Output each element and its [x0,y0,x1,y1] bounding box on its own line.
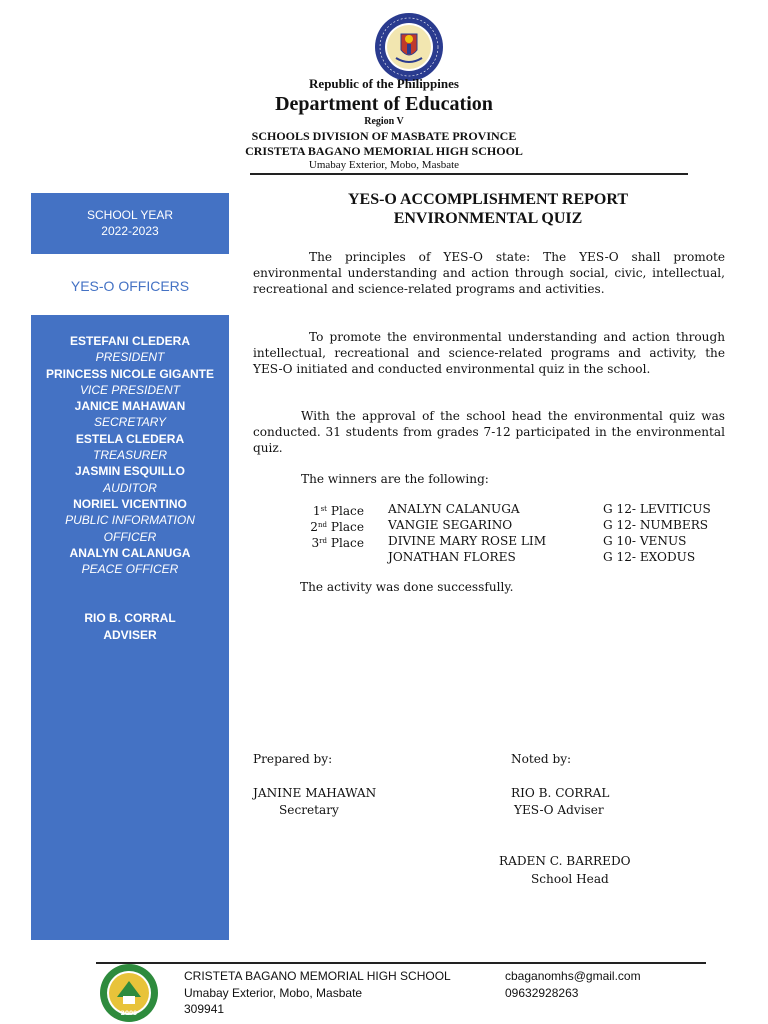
school-year-box [31,193,229,254]
prepared-by-name: JANINE MAHAWAN [253,786,377,800]
school-year-value: 2022-2023 [101,224,159,238]
officer-name: ANALYN CALANUGA [69,545,191,560]
report-subtitle: ENVIRONMENTAL QUIZ [393,210,583,227]
header-address: Umabay Exterior, Mobo, Masbate [308,159,460,171]
officer-role: SECRETARY [93,415,166,430]
closing-statement: The activity was done successfully. [300,580,514,594]
noted-by-label: Noted by: [511,752,572,766]
officer-name: JASMIN ESQUILLO [74,464,185,479]
winner-section: G 12- NUMBERS [603,518,709,532]
winner-section: G 10- VENUS [603,534,687,548]
officer-name: ESTEFANI CLEDERA [69,334,190,348]
winner-row [300,501,730,517]
paragraph-2: To promote the environmental understanding and action through intellectual, recreational and science-related programs and activity, the YES-O initiated and conducted environmental quiz in the school. [253,330,725,376]
noted-by-name: RIO B. CORRAL [511,786,610,800]
footer-phone: 09632928263 [505,986,579,1000]
officer-name: PRINCESS NICOLE GIGANTE [45,366,215,381]
header-republic: Republic of the Philippines [309,76,459,91]
officer-role: PRESIDENT [95,350,165,365]
report-title: YES-O ACCOMPLISHMENT REPORT [347,191,629,208]
winners-table [300,501,730,565]
officer-role: AUDITOR [103,480,157,495]
prepared-by-role: Secretary [279,803,339,817]
footer-school: CRISTETA BAGANO MEMORIAL HIGH SCHOOL [184,969,451,983]
footer-address: Umabay Exterior, Mobo, Masbate [184,986,363,1000]
winner-place: 2nd Place [310,520,364,534]
deped-seal-icon [374,12,444,82]
school-year-label: SCHOOL YEAR [86,208,174,222]
noted-by-role: YES-O Adviser [514,803,604,817]
school-head-role: School Head [531,872,609,886]
officer-role: PEACE OFFICER [81,562,179,577]
winner-name: JONATHAN FLORES [388,550,516,564]
winner-row [300,533,730,549]
winners-intro: The winners are the following: [301,472,489,486]
officer-name: JANICE MAHAWAN [74,399,186,414]
adviser-role: ADVISER [103,627,157,642]
winner-section: G 12- LEVITICUS [603,502,711,516]
footer-school-id: 309941 [184,1002,225,1016]
officer-name: NORIEL VICENTINO [73,496,187,511]
paragraph-1: The principles of YES-O state: The YES-O shall promote environmental understanding and action through social, civic, intellectual, recreational and science-related programs and activities. [253,250,725,296]
header-school: CRISTETA BAGANO MEMORIAL HIGH SCHOOL [245,144,523,158]
officer-role: PUBLIC INFORMATION OFFICER [65,513,195,544]
winner-place: 3rd Place [311,536,364,550]
winner-row [300,517,730,533]
paragraph-3: With the approval of the school head the environmental quiz was conducted. 31 students from grades 7-12 participated in the environmental quiz. [253,409,725,455]
school-logo-icon [99,963,159,1023]
header-department: Department of Education [275,93,493,115]
adviser-name: RIO B. CORRAL [84,611,176,626]
winner-name: DIVINE MARY ROSE LIM [388,534,547,548]
winner-section: G 12- EXODUS [603,550,696,564]
header-region: Region V [364,116,404,127]
officers-list [31,315,229,940]
footer-email[interactable]: cbaganomhs@gmail.com [505,969,641,983]
officer-role: VICE PRESIDENT [79,382,181,397]
svg-text:2009: 2009 [120,1010,138,1017]
school-head-name: RADEN C. BARREDO [499,854,631,868]
header-divider [250,173,688,175]
prepared-by-label: Prepared by: [253,752,333,766]
officers-title: YES-O OFFICERS [70,278,190,294]
winner-name: ANALYN CALANUGA [388,502,520,516]
winner-name: VANGIE SEGARINO [388,518,513,532]
winner-row [300,549,730,565]
winner-place: 1st Place [312,504,364,518]
officer-role: TREASURER [92,448,167,463]
header-division: SCHOOLS DIVISION OF MASBATE PROVINCE [251,129,517,143]
officer-name: ESTELA CLEDERA [75,431,185,446]
footer-divider [96,962,706,964]
